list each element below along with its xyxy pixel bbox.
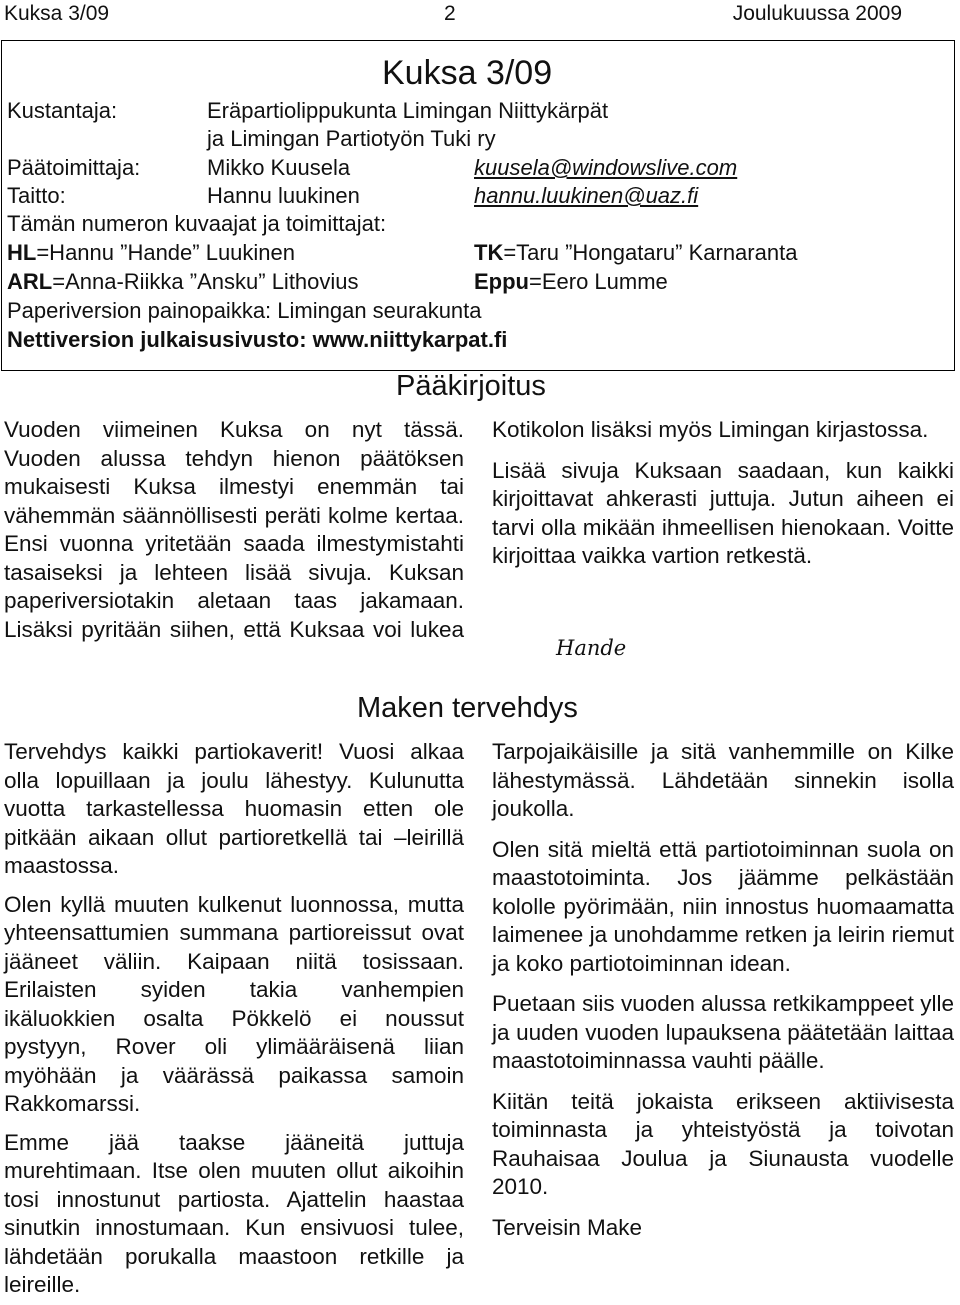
greeting-paragraph: Kiitän teitä jokaista erikseen aktiivisesta toiminnasta ja yhteistyöstä ja toivotan Rauhaisaa Joulua ja Siunausta vuodelle 2010. (492, 1088, 954, 1199)
editor-label: Päätoimittaja: (7, 155, 141, 180)
editorial-paragraph: Lisää sivuja Kuksaan saadaan, kun kaikki kirjoittavat ahkerasti juttuja. Jutun aiheen ei tarvi olla mikään ihmeellisen hienokaan. Voitte kirjoittaa vaikka vartion retkestä. (492, 457, 954, 568)
publisher-label: Kustantaja: (7, 98, 118, 123)
layout-name: Hannu luukinen (207, 183, 360, 208)
editor-name: Mikko Kuusela (207, 155, 351, 180)
editorial-paragraph: Vuoden viimeinen Kuksa on nyt tässä. Vuoden alussa tehdyn hienon päätöksen mukaisesti Kuksa ilmestyi enemmän tai vähemmän säännöllisesti peräti kolme kertaa. Ensi vuonna yritetään saada ilmestymistahti tasaiseksi ja lehteen lisää sivuja. Kuksan paperiversiotakin aletaan taas jakamaan. Lisäksi pyritään siihen, että Kuksaa voi lukea (4, 417, 464, 642)
print-location: Paperiversion painopaikka: Limingan seurakunta (7, 298, 482, 323)
editor-email-link[interactable]: kuusela@windowslive.com (474, 155, 738, 180)
header-page-number: 2 (444, 2, 456, 25)
contributor-arl: ARL=Anna-Riikka ”Ansku” Lithovius (7, 269, 359, 294)
greeting-right-column (492, 738, 954, 1242)
contributor-eppu: Eppu=Eero Lumme (474, 269, 668, 294)
header-date: Joulukuussa 2009 (732, 2, 902, 25)
editorial-right-column (492, 416, 954, 571)
editorial-title: Pääkirjoitus (396, 370, 546, 402)
greeting-paragraph: Tarpojaikäisille ja sitä vanhemmille on Kilke lähestymässä. Lähdetään sinnekin isolla joukolla. (492, 739, 954, 821)
editorial-paragraph: Kotikolon lisäksi myös Limingan kirjastossa. (492, 417, 929, 442)
publisher-line1: Eräpartiolippukunta Limingan Niittykärpät (207, 98, 609, 123)
contributors-heading: Tämän numeron kuvaajat ja toimittajat: (7, 211, 387, 236)
masthead-box (1, 40, 955, 371)
header-issue: Kuksa 3/09 (4, 2, 110, 25)
editorial-signature: Hande (556, 636, 627, 660)
masthead-title: Kuksa 3/09 (382, 54, 553, 92)
greeting-signoff: Terveisin Make (492, 1214, 643, 1240)
layout-label: Taitto: (7, 183, 66, 208)
greeting-paragraph: Tervehdys kaikki partiokaverit! Vuosi alkaa olla lopuillaan ja joulu lähestyy. Kulunutta vuotta tarkastellessa huomasin etten ole pitkään aikaan ollut partioretkellä tai –leirillä maastossa. (4, 739, 464, 878)
greeting-paragraph: Olen sitä mieltä että partiotoiminnan suola on maastotoiminta. Jos jäämme pelkästään kololle pyörimään, niin innostus huomaamatta laimenee ja unohdamme retken ja leirin riemut ja koko partiotoiminnan idean. (492, 836, 954, 976)
greeting-left-column (4, 738, 464, 1300)
editorial-left-column (4, 416, 464, 644)
greeting-paragraph: Emme jää taakse jääneitä juttuja murehtimaan. Itse olen muuten ollut aikoihin tosi innostunut partiosta. Ajattelin haastaa sinutkin innostumaan. Kun ensivuosi tulee, lähdetään porukalla maastoon retkille ja leireille. (4, 1129, 464, 1297)
contributor-hl: HL=Hannu ”Hande” Luukinen (7, 240, 296, 265)
layout-email-link[interactable]: hannu.luukinen@uaz.fi (474, 183, 699, 208)
greeting-paragraph: Olen kyllä muuten kulkenut luonnossa, mutta yhteensattumien summana partioreissut ovat jääneet väliin. Kaipaan niitä tosissaan. Erilaisten syiden takia vanhempien ikäluokkien osalta Pökkelö ei noussut pystyyn, Rover oli ylimääräisenä liian myöhään ja väärässä paikassa samoin Rakkomarssi. (4, 891, 464, 1116)
contributor-tk: TK=Taru ”Hongataru” Karnaranta (474, 240, 798, 265)
publisher-line2: ja Limingan Partiotyön Tuki ry (207, 126, 496, 151)
greeting-paragraph: Puetaan siis vuoden alussa retkikamppeet ylle ja uuden vuoden lupauksena päätetään laittaa maastotoiminnassa vauhti päälle. (492, 991, 954, 1073)
web-version-line: Nettiversion julkaisusivusto: www.niittykarpat.fi (7, 327, 508, 352)
greeting-title: Maken tervehdys (357, 692, 578, 724)
